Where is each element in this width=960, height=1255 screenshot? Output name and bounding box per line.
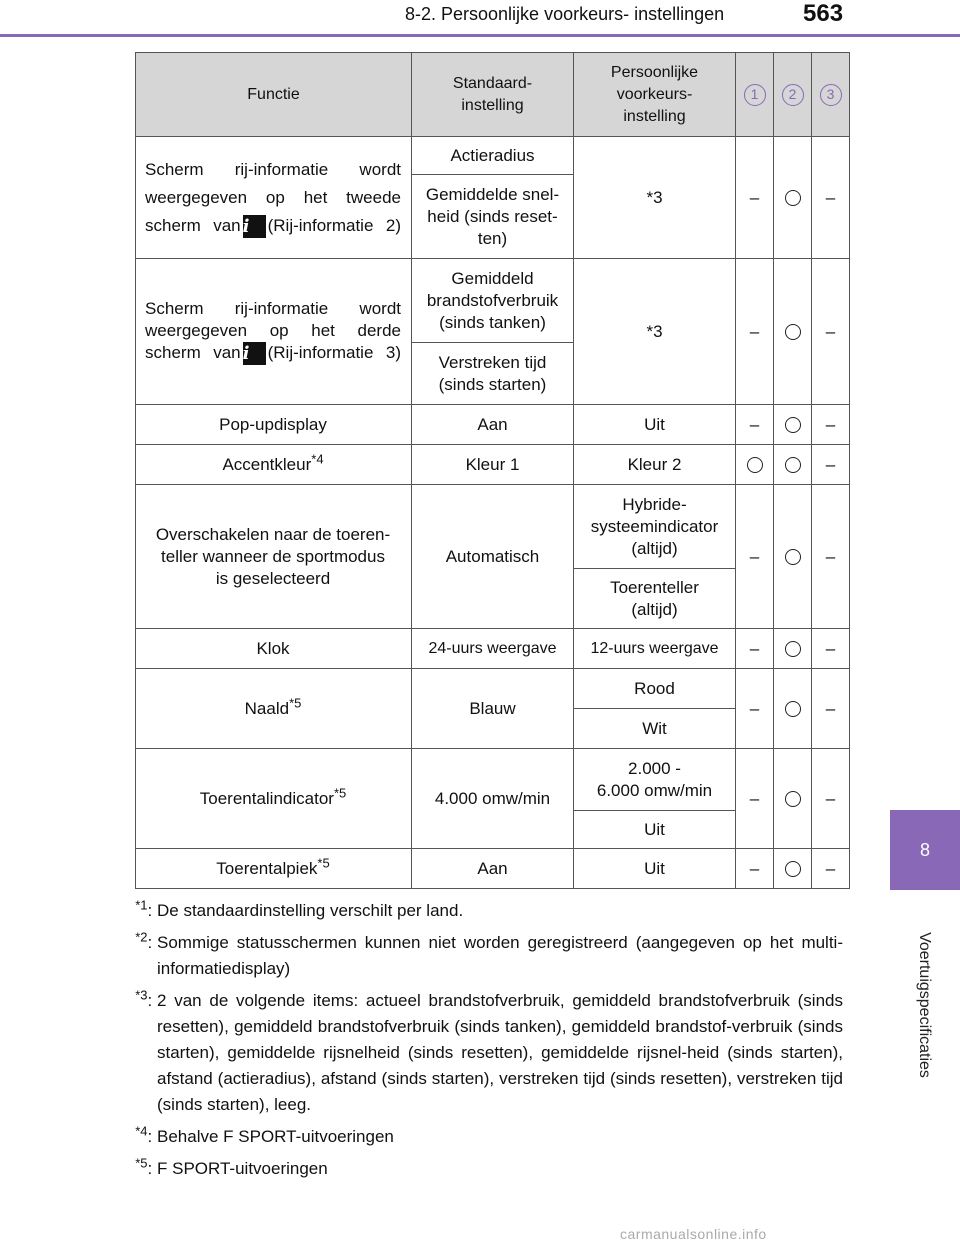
row4-col3: –	[812, 445, 850, 485]
row3-col2	[774, 405, 812, 445]
row8-col3: –	[812, 749, 850, 849]
row8-col1: –	[736, 749, 774, 849]
footnote-key: $^{*1}$:	[135, 897, 157, 920]
circle-mark	[785, 457, 801, 473]
table-row	[136, 849, 850, 889]
row4-footnote-ref: *4	[311, 450, 324, 466]
header-function: Functie	[136, 53, 412, 137]
row2-personal: *3	[574, 259, 736, 405]
circle-mark	[785, 861, 801, 877]
chapter-tab	[890, 810, 960, 890]
row8-personal-2: Uit	[574, 811, 736, 849]
table-row	[136, 405, 850, 445]
row4-personal: Kleur 2	[574, 445, 736, 485]
row1-function	[136, 137, 412, 259]
footnote	[125, 898, 843, 924]
circle-mark	[785, 791, 801, 807]
footnote-text: 2 van de volgende items: actueel brandstofverbruik, gemiddeld brandstofverbruik (sinds resetten), gemiddeld brandstofverbruik (sinds tanken), gemiddeld brandstof-verbruik (sinds starten), gemiddelde rijsnelheid (sinds resetten), gemiddelde rijsnel-heid (sinds starten), afstand (actieradius), afstand (sinds starten), verstreken tijd (sinds resetten), verstreken tijd (sinds starten), leeg.	[157, 991, 843, 1114]
circle-mark	[785, 324, 801, 340]
row7-personal-1: Rood	[574, 669, 736, 709]
row7-col1: –	[736, 669, 774, 749]
row8-standard: 4.000 omw/min	[412, 749, 574, 849]
row7-personal-2: Wit	[574, 709, 736, 749]
row8-col2	[774, 749, 812, 849]
row8-function	[136, 749, 412, 849]
row1-col2	[774, 137, 812, 259]
chapter-label: Voertuigspecificaties	[916, 932, 933, 1078]
info-icon: i	[243, 215, 266, 238]
row1-function-line3	[145, 212, 401, 240]
row9-col2	[774, 849, 812, 889]
row1-col3: –	[812, 137, 850, 259]
row4-col1	[736, 445, 774, 485]
row2-standard-2: Verstreken tijd (sinds starten)	[412, 343, 574, 405]
circle-mark	[785, 701, 801, 717]
row8-footnote-ref: *5	[333, 784, 347, 800]
header-standard: Standaard- instelling	[412, 53, 574, 137]
footnote	[125, 1124, 843, 1150]
info-icon: i	[243, 342, 266, 365]
row2-function-pre: scherm van	[145, 342, 241, 362]
row3-function: Pop-updisplay	[136, 405, 412, 445]
row1-function-line1: Scherm rij-informatie wordt	[145, 159, 401, 179]
footnote	[125, 930, 843, 982]
row2-function-line2: weergegeven op het derde	[145, 320, 401, 340]
row9-function	[136, 849, 412, 889]
row6-function: Klok	[136, 629, 412, 669]
row1-function-pre: scherm van	[145, 215, 241, 235]
footnote-key: $^{*2}$:	[135, 929, 157, 952]
table-row	[136, 629, 850, 669]
table-header-row	[136, 53, 850, 137]
footnote-key: $^{*5}$:	[135, 1155, 157, 1178]
row5-col3: –	[812, 485, 850, 629]
row5-col2	[774, 485, 812, 629]
settings-table	[135, 52, 850, 889]
chapter-number: 8	[919, 839, 930, 860]
row1-function-line2: weergegeven op het tweede	[145, 187, 401, 207]
row6-personal: 12-uurs weergave	[574, 629, 736, 669]
page-header-title: 8-2. Persoonlijke voorkeurs- instellingen	[405, 4, 725, 24]
footnote-key: $^{*4}$:	[135, 1123, 157, 1146]
row1-standard-1: Actieradius	[412, 137, 574, 175]
header-col-2	[774, 53, 812, 137]
row1-personal: *3	[574, 137, 736, 259]
row2-function	[136, 259, 412, 405]
row2-col3: –	[812, 259, 850, 405]
row2-col1: –	[736, 259, 774, 405]
header-col-1	[736, 53, 774, 137]
row5-personal-2: Toerenteller (altijd)	[574, 569, 736, 629]
row8-personal-1: 2.000 - 6.000 omw/min	[574, 749, 736, 811]
row9-personal: Uit	[574, 849, 736, 889]
row3-standard: Aan	[412, 405, 574, 445]
page-number: 563	[803, 0, 844, 27]
row2-function-line1: Scherm rij-informatie wordt	[145, 298, 401, 318]
circle-mark	[785, 417, 801, 433]
table-row	[136, 669, 850, 709]
row3-col3: –	[812, 405, 850, 445]
row5-standard: Automatisch	[412, 485, 574, 629]
footnote-text: Sommige statusschermen kunnen niet worden geregistreerd (aangegeven op het multi-informatiedisplay)	[157, 933, 843, 978]
row6-col2	[774, 629, 812, 669]
row5-function: Overschakelen naar de toeren- teller wanneer de sportmodus is geselecteerd	[136, 485, 412, 629]
row7-function-text: Naald	[244, 698, 290, 718]
row9-col3: –	[812, 849, 850, 889]
table-row	[136, 749, 850, 811]
row1-function-post: (Rij-informatie 2)	[267, 215, 401, 235]
footnote-key: $^{*3}$:	[135, 987, 157, 1010]
row2-standard-1: Gemiddeld brandstofverbruik (sinds tanken)	[412, 259, 574, 343]
row1-standard-2: Gemiddelde snel- heid (sinds reset- ten)	[412, 175, 574, 259]
row4-col2	[774, 445, 812, 485]
row9-col1: –	[736, 849, 774, 889]
row9-function-text: Toerentalpiek	[216, 858, 318, 878]
circle-mark	[747, 457, 763, 473]
footnotes	[125, 898, 843, 1188]
table-row	[136, 485, 850, 569]
row9-standard: Aan	[412, 849, 574, 889]
footnote-text: De standaardinstelling verschilt per land.	[157, 901, 464, 920]
row7-function	[136, 669, 412, 749]
circle-number-2: 2	[782, 84, 804, 106]
header-rule	[0, 34, 960, 37]
row4-standard: Kleur 1	[412, 445, 574, 485]
row6-col1: –	[736, 629, 774, 669]
footnote-text: F SPORT-uitvoeringen	[157, 1159, 328, 1178]
footnote	[125, 988, 843, 1118]
row3-col1: –	[736, 405, 774, 445]
circle-number-1: 1	[744, 84, 766, 106]
circle-mark	[785, 549, 801, 565]
row3-personal: Uit	[574, 405, 736, 445]
footnote-text: Behalve F SPORT-uitvoeringen	[157, 1127, 394, 1146]
table-row	[136, 445, 850, 485]
row9-footnote-ref: *5	[317, 854, 330, 870]
row4-function	[136, 445, 412, 485]
row7-col3: –	[812, 669, 850, 749]
table-row	[136, 137, 850, 175]
watermark: carmanualsonline.info	[620, 1226, 767, 1242]
row4-function-text: Accentkleur	[222, 454, 312, 474]
row6-standard: 24-uurs weergave	[412, 629, 574, 669]
circle-mark	[785, 190, 801, 206]
row8-function-text: Toerentalindicator	[199, 788, 334, 808]
header-personal: Persoonlijke voorkeurs- instelling	[574, 53, 736, 137]
circle-number-3: 3	[820, 84, 842, 106]
row1-col1: –	[736, 137, 774, 259]
row5-personal-1: Hybride- systeemindicator (altijd)	[574, 485, 736, 569]
row7-footnote-ref: *5	[289, 694, 302, 710]
header-col-3	[812, 53, 850, 137]
row2-function-line3	[145, 342, 401, 365]
row5-col1: –	[736, 485, 774, 629]
row7-standard: Blauw	[412, 669, 574, 749]
row6-col3: –	[812, 629, 850, 669]
row7-col2	[774, 669, 812, 749]
row2-col2	[774, 259, 812, 405]
circle-mark	[785, 641, 801, 657]
footnote	[125, 1156, 843, 1182]
table-row	[136, 259, 850, 343]
row2-function-post: (Rij-informatie 3)	[267, 342, 401, 362]
